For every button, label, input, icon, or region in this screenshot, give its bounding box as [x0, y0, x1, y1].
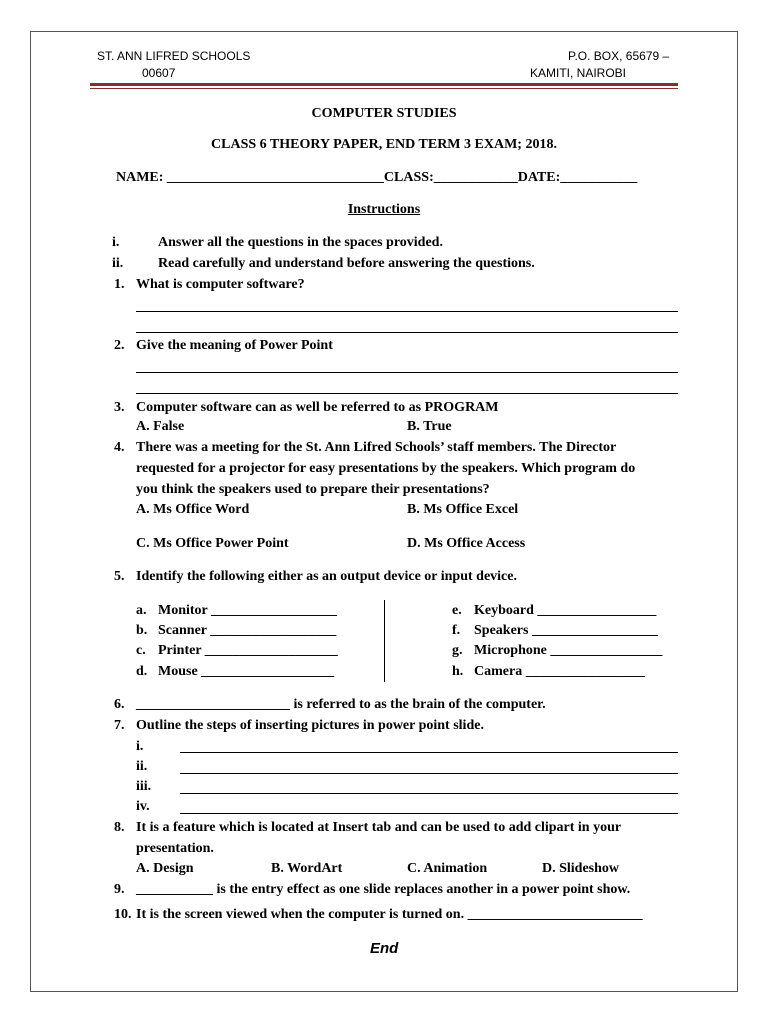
answer-line — [136, 393, 678, 394]
answer-line — [136, 332, 678, 333]
step-label: iii. — [136, 779, 152, 794]
answer-line — [180, 752, 678, 753]
device-letter: f. — [452, 623, 461, 638]
question-7-number: 7. — [114, 718, 125, 733]
device-item: Printer ___________________ — [158, 643, 338, 658]
question-10-text: It is the screen viewed when the computer is turned on. _________________________ — [136, 907, 643, 922]
question-1-number: 1. — [114, 277, 125, 292]
option-a: A. Ms Office Word — [136, 502, 250, 517]
option-d: D. Ms Office Access — [407, 536, 526, 551]
question-4-number: 4. — [114, 440, 125, 455]
question-4-text: There was a meeting for the St. Ann Lifred Schools’ staff members. The Director — [136, 440, 617, 455]
question-8-text: presentation. — [136, 841, 214, 856]
answer-line — [136, 311, 678, 312]
step-label: iv. — [136, 799, 150, 814]
option-b: B. Ms Office Excel — [407, 502, 519, 517]
question-2-text: Give the meaning of Power Point — [136, 338, 333, 353]
option-c: C. Ms Office Power Point — [136, 536, 289, 551]
question-6-number: 6. — [114, 697, 125, 712]
school-code: 00607 — [142, 66, 176, 80]
device-item: Mouse ___________________ — [158, 664, 335, 679]
question-3-number: 3. — [114, 400, 125, 415]
device-item: Microphone ________________ — [474, 643, 663, 658]
device-item: Monitor __________________ — [158, 603, 338, 618]
device-letter: g. — [452, 643, 463, 658]
option-b: B. True — [407, 419, 452, 434]
question-1-text: What is computer software? — [136, 277, 305, 292]
end-marker: End — [370, 940, 399, 957]
question-3-text: Computer software can as well be referred to as PROGRAM — [136, 400, 499, 415]
question-8-number: 8. — [114, 820, 125, 835]
address-line-1: P.O. BOX, 65679 – — [568, 49, 670, 63]
option-a: A. Design — [136, 861, 194, 876]
question-10-number: 10. — [114, 907, 132, 922]
question-5-number: 5. — [114, 569, 125, 584]
instruction-num: i. — [112, 235, 120, 250]
option-b: B. WordArt — [271, 861, 343, 876]
paper-title: CLASS 6 THEORY PAPER, END TERM 3 EXAM; 2018. — [211, 137, 557, 152]
candidate-fields: NAME: _______________________________CLASS:____________DATE:___________ — [116, 170, 638, 185]
answer-line — [136, 372, 678, 373]
device-item: Scanner __________________ — [158, 623, 337, 638]
instruction-text: Answer all the questions in the spaces provided. — [158, 235, 443, 250]
header-rule-thin — [90, 88, 678, 89]
header-rule-thick — [90, 83, 678, 86]
option-d: D. Slideshow — [542, 861, 620, 876]
option-a: A. False — [136, 419, 185, 434]
question-4-text: you think the speakers used to prepare their presentations? — [136, 482, 490, 497]
option-c: C. Animation — [407, 861, 488, 876]
device-item: Speakers __________________ — [474, 623, 658, 638]
question-9-number: 9. — [114, 882, 125, 897]
device-letter: a. — [136, 603, 147, 618]
device-letter: h. — [452, 664, 464, 679]
question-9-text: ___________ is the entry effect as one slide replaces another in a power point show. — [136, 882, 631, 897]
answer-line — [180, 813, 678, 814]
question-7-text: Outline the steps of inserting pictures in power point slide. — [136, 718, 484, 733]
instruction-text: Read carefully and understand before answering the questions. — [158, 256, 535, 271]
device-letter: b. — [136, 623, 148, 638]
device-item: Camera _________________ — [474, 664, 645, 679]
question-8-text: It is a feature which is located at Insert tab and can be used to add clipart in your — [136, 820, 622, 835]
question-6-text: ______________________ is referred to as the brain of the computer. — [136, 697, 546, 712]
column-divider — [384, 600, 385, 682]
step-label: i. — [136, 739, 144, 754]
device-letter: c. — [136, 643, 146, 658]
instructions-heading: Instructions — [347, 202, 421, 217]
answer-line — [180, 793, 678, 794]
device-letter: d. — [136, 664, 148, 679]
address-line-2: KAMITI, NAIROBI — [530, 66, 627, 80]
question-5-text: Identify the following either as an output device or input device. — [136, 569, 517, 584]
device-letter: e. — [452, 603, 462, 618]
instruction-num: ii. — [112, 256, 124, 271]
step-label: ii. — [136, 759, 148, 774]
question-2-number: 2. — [114, 338, 125, 353]
device-item: Keyboard _________________ — [474, 603, 657, 618]
question-4-text: requested for a projector for easy presentations by the speakers. Which program do — [136, 461, 636, 476]
subject-title: COMPUTER STUDIES — [311, 106, 457, 121]
school-name: ST. ANN LIFRED SCHOOLS — [97, 49, 251, 63]
answer-line — [180, 773, 678, 774]
